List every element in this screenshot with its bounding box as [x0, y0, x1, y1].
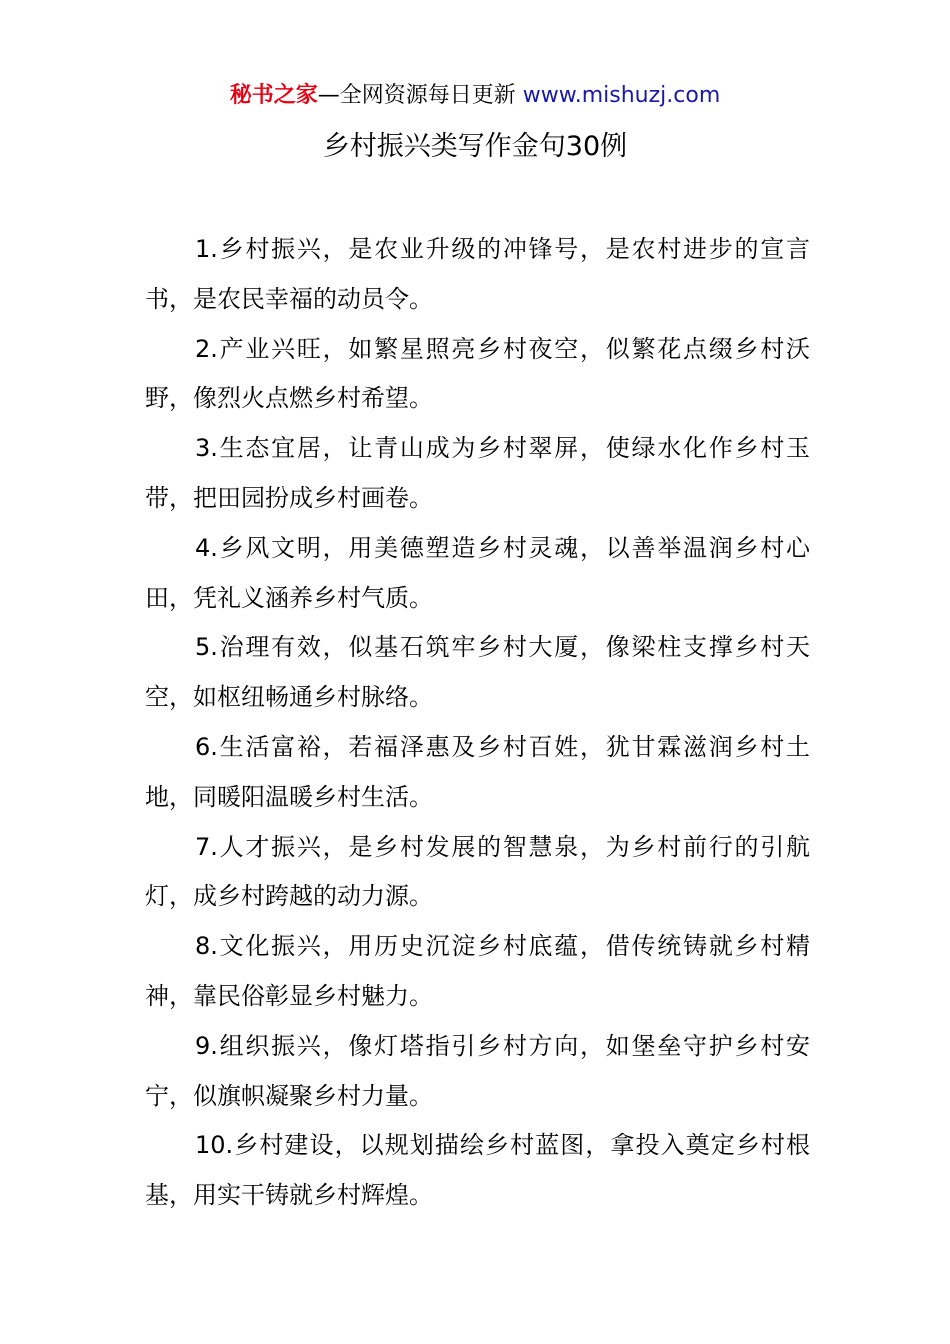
paragraph: 5.治理有效，似基石筑牢乡村大厦，像梁柱支撑乡村天空，如枢纽畅通乡村脉络。 — [145, 633, 810, 712]
paragraph: 6.生活富裕，若福泽惠及乡村百姓，犹甘霖滋润乡村土地，同暖阳温暖乡村生活。 — [145, 732, 810, 811]
paragraph: 4.乡风文明，用美德塑造乡村灵魂，以善举温润乡村心田，凭礼义涵养乡村气质。 — [145, 533, 810, 612]
paragraph: 1.乡村振兴，是农业升级的冲锋号，是农村进步的宣言书，是农民幸福的动员令。 — [145, 235, 810, 313]
paragraph: 3.生态宜居，让青山成为乡村翠屏，使绿水化作乡村玉带，把田园扮成乡村画卷。 — [145, 434, 810, 512]
paragraph: 7.人才振兴，是乡村发展的智慧泉，为乡村前行的引航灯，成乡村跨越的动力源。 — [145, 832, 810, 911]
paragraph: 9.组织振兴，像灯塔指引乡村方向，如堡垒守护乡村安宁，似旗帜凝聚乡村力量。 — [145, 1031, 810, 1110]
paragraph: 10.乡村建设，以规划描绘乡村蓝图，拿投入奠定乡村根基，用实干铸就乡村辉煌。 — [145, 1131, 810, 1210]
header-tagline: —全网资源每日更新 — [317, 83, 516, 108]
document-body — [145, 225, 810, 1221]
site-header — [0, 80, 950, 112]
brand-name: 秘书之家 — [229, 83, 318, 108]
site-url-link[interactable]: www.mishuzj.com — [522, 83, 721, 108]
paragraph: 2.产业兴旺，如繁星照亮乡村夜空，似繁花点缀乡村沃野，像烈火点燃乡村希望。 — [145, 334, 810, 413]
paragraph: 8.文化振兴，用历史沉淀乡村底蕴，借传统铸就乡村精神，靠民俗彰显乡村魅力。 — [145, 932, 810, 1010]
document-title: 乡村振兴类写作金句30例 — [322, 131, 628, 162]
